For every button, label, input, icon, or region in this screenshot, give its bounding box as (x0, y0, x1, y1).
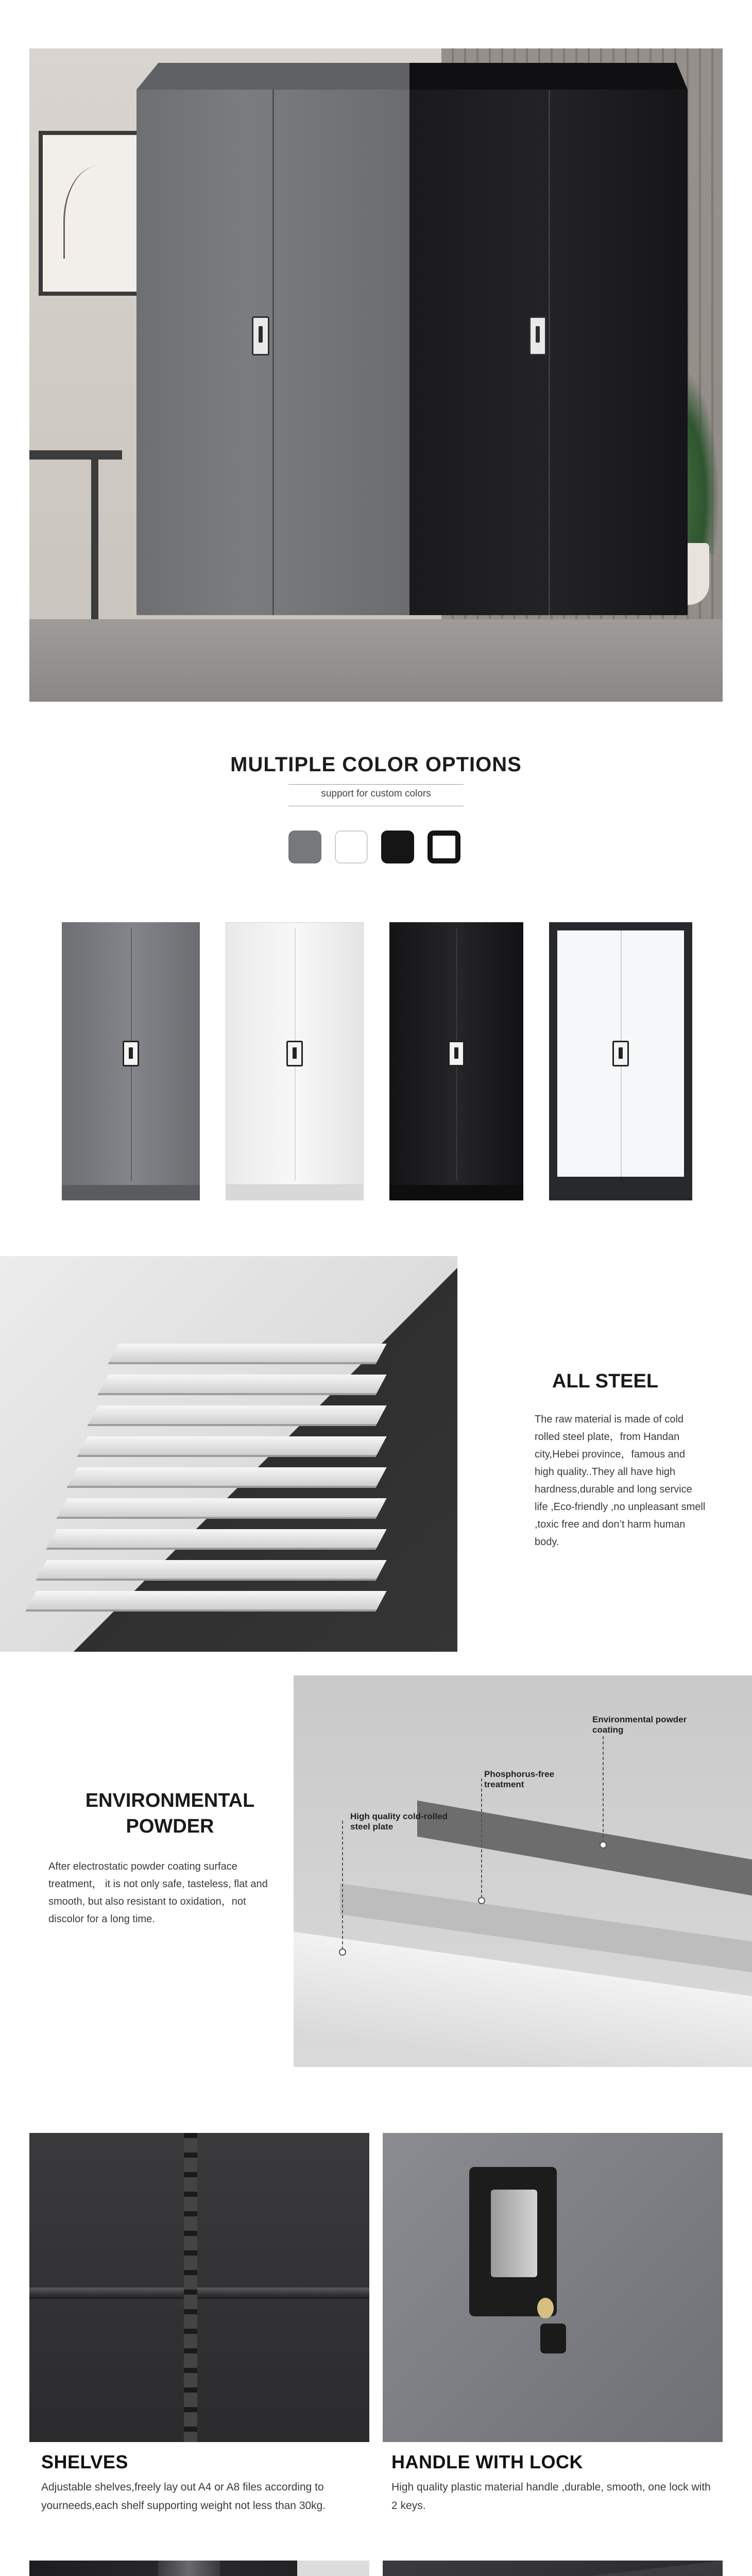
shelves-photo (29, 2133, 369, 2442)
marker-dot (339, 1948, 346, 1956)
color-options-subtitle: support for custom colors (321, 788, 431, 799)
shelves-text: Adjustable shelves,freely lay out A4 or A8 files according to yourneeds,each shelf supporting weight not less than 30kg. (41, 2481, 326, 2512)
cabinet-grey (62, 922, 200, 1200)
divider (288, 784, 464, 785)
coating-layers-diagram (294, 1675, 752, 2067)
handle-text: High quality plastic material handle ,durable, smooth, one lock with 2 keys. (391, 2481, 711, 2512)
swatch-grey[interactable] (288, 831, 321, 863)
label-phosphorus-free: Phosphorus-free treatment (484, 1769, 555, 1789)
black-cabinet (409, 90, 688, 615)
lock-icon (448, 1041, 465, 1066)
lock-icon (123, 1041, 139, 1066)
swatch-white[interactable] (335, 831, 368, 863)
swatch-white-black[interactable] (428, 831, 460, 863)
color-options-title: MULTIPLE COLOR OPTIONS (230, 753, 522, 776)
cabinet-white (226, 922, 364, 1200)
hero-product-photo (29, 48, 723, 702)
steel-plates-photo (0, 1256, 457, 1652)
cabinet-black (389, 922, 523, 1200)
lock-icon (612, 1041, 629, 1066)
cabinet-white-black (549, 922, 692, 1200)
shelves-title: SHELVES (41, 2451, 128, 2472)
lock-photo (29, 2561, 369, 2576)
table-top (29, 450, 122, 460)
all-steel-text: The raw material is made of cold rolled steel plate，from Handan city,Hebei province，famous and high quality..They all have high hardness,durable and long service life ,Eco-friendly ,no unpleasant smell ,toxic free and don’t harm human body. (535, 1414, 706, 1548)
floor (29, 619, 723, 702)
label-cold-rolled-steel: High quality cold-rolled steel plate (350, 1811, 448, 1832)
grey-cabinet-handle (252, 316, 269, 355)
label-powder-coating: Environmental powder coating (592, 1715, 687, 1735)
lock-icon (286, 1041, 303, 1066)
marker-dot (600, 1841, 607, 1849)
environmental-title: ENVIRONMENTAL POWDER (85, 1790, 255, 1837)
black-cabinet-handle (529, 316, 546, 355)
handle-title: HANDLE WITH LOCK (391, 2451, 583, 2472)
swatch-black[interactable] (381, 831, 414, 863)
wall-picture-frame (39, 131, 142, 296)
rubber-gasket-photo (383, 2561, 723, 2576)
handle-with-lock-photo (383, 2133, 723, 2442)
all-steel-title: ALL STEEL (552, 1370, 659, 1392)
grey-cabinet (136, 90, 409, 615)
table-leg (91, 459, 98, 623)
marker-dot (478, 1897, 485, 1904)
environmental-text: After electrostatic powder coating surface treatment， it is not only safe, tasteless, flat and smooth, but also resistant to oxidation，not discolor for a long time. (48, 1861, 268, 1925)
